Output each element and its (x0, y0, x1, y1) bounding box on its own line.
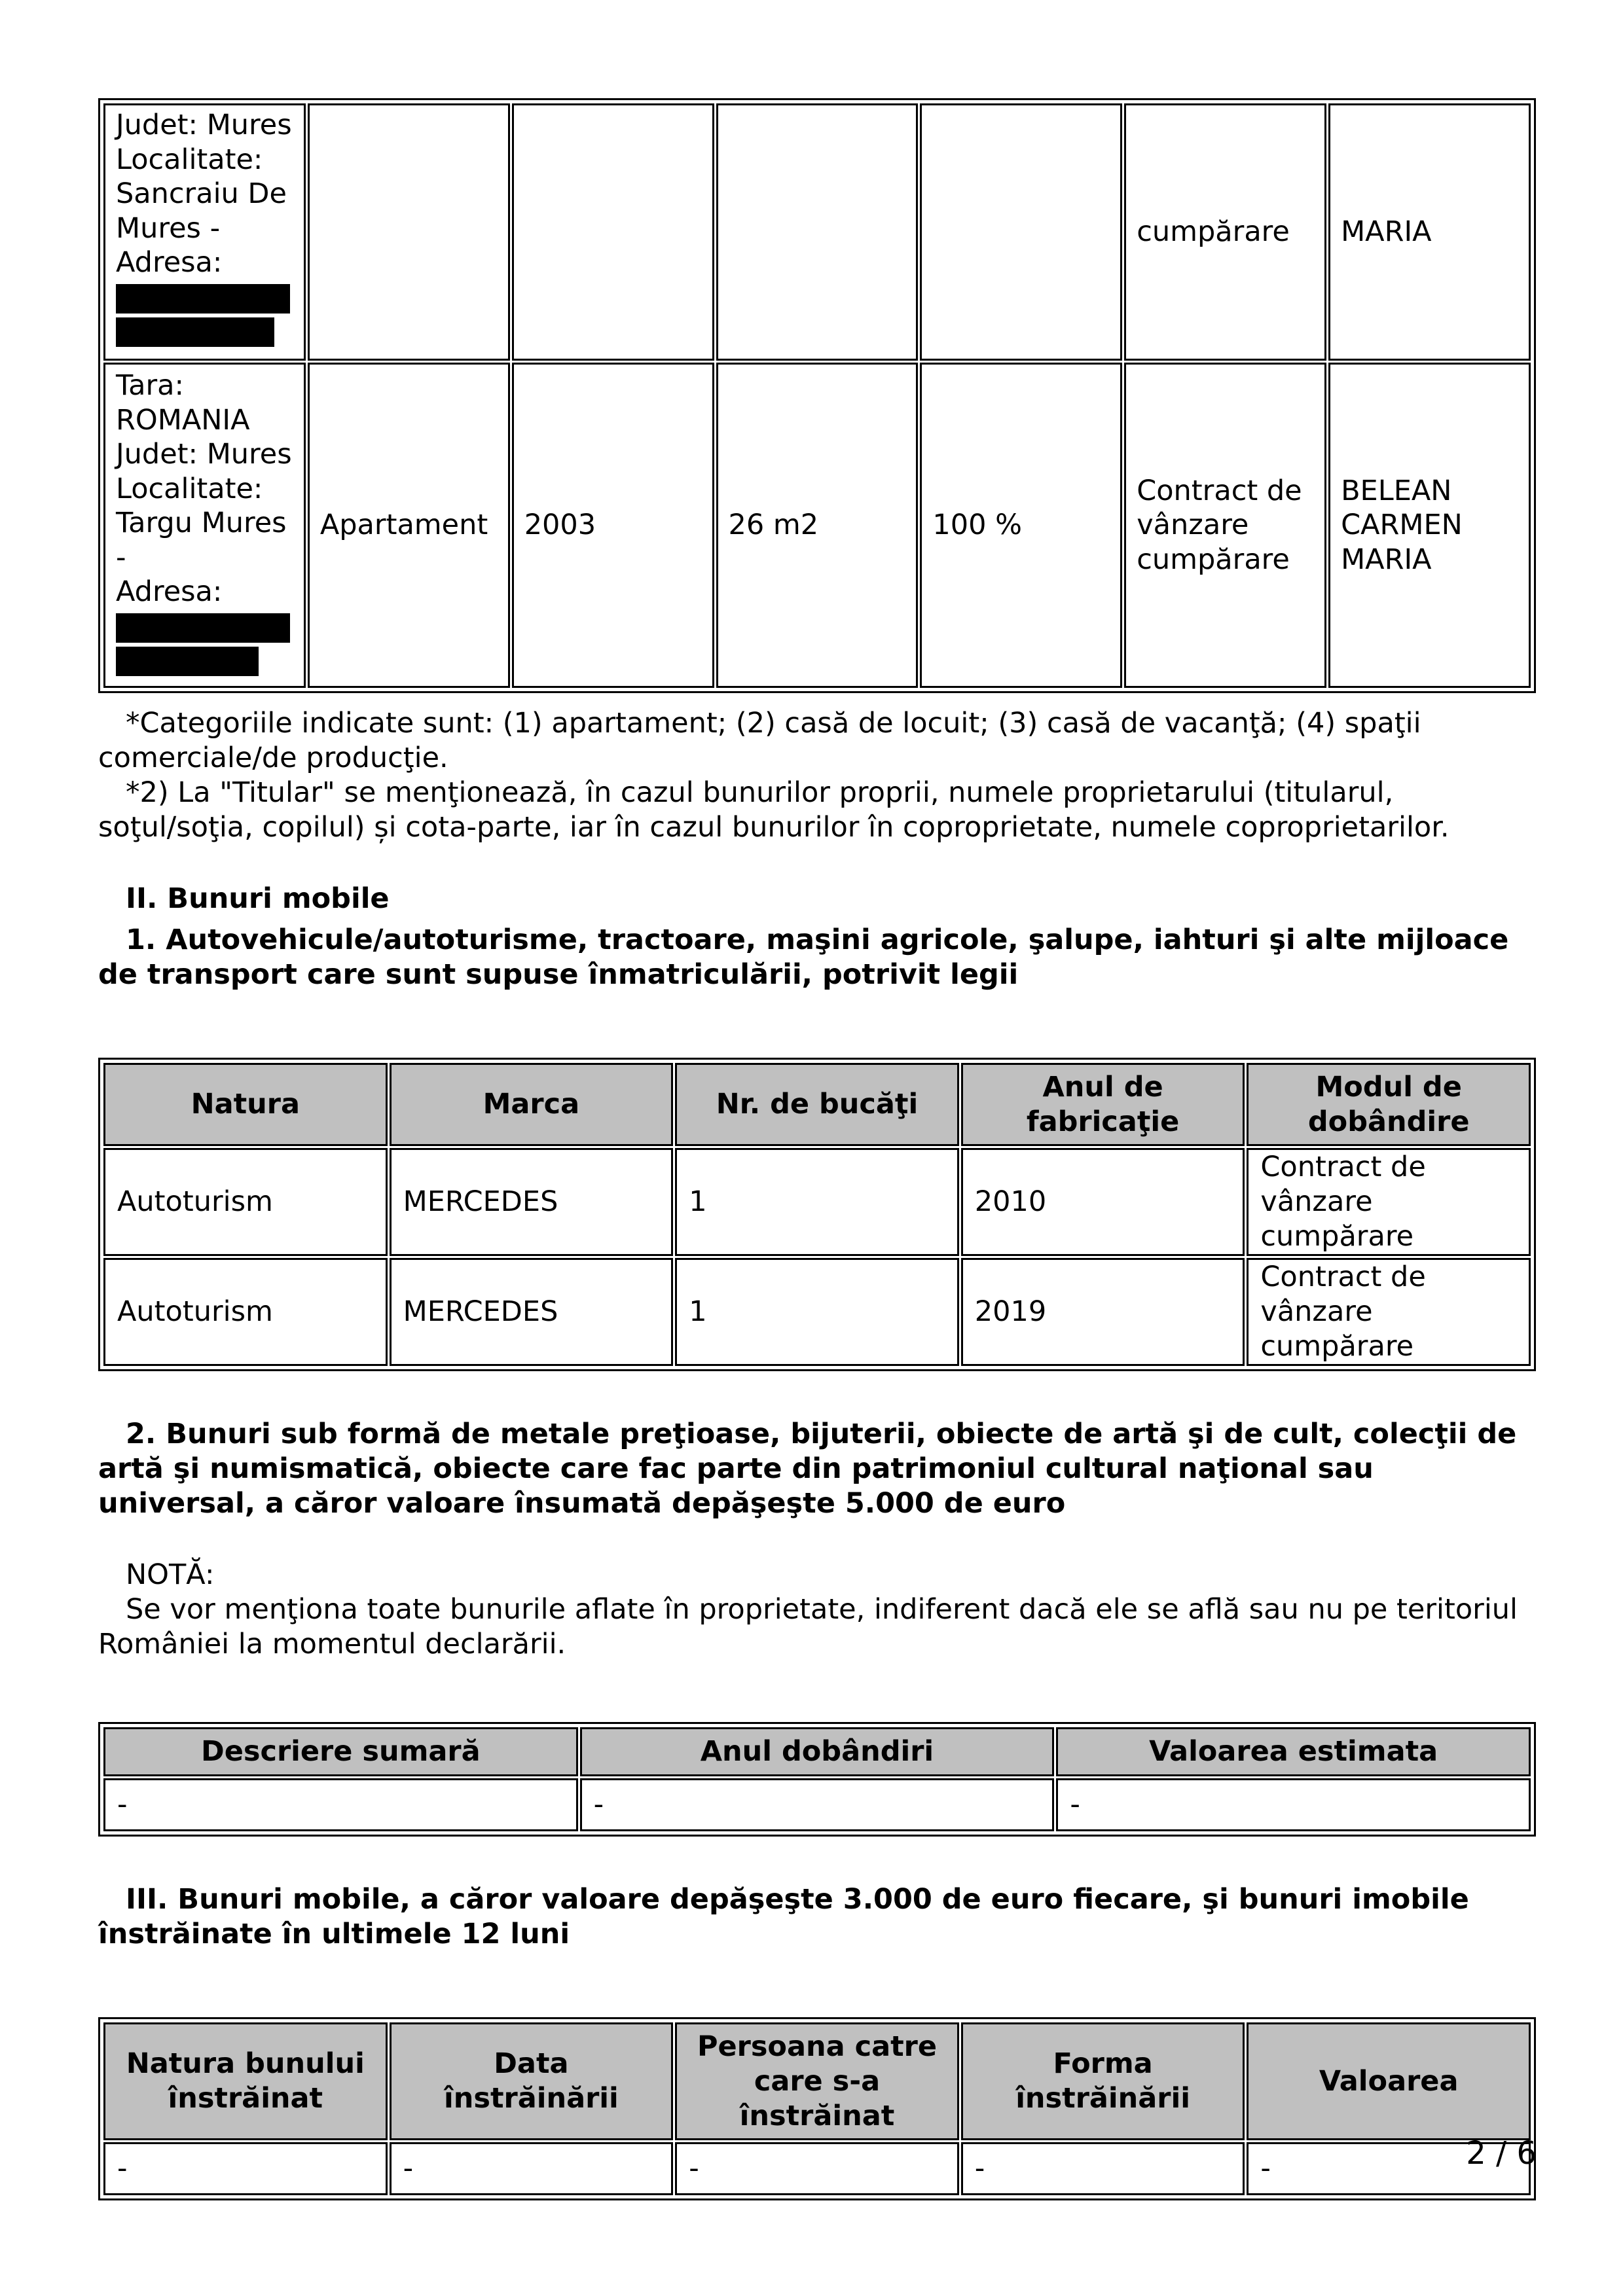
table-cell: - (961, 2142, 1245, 2195)
document-page (98, 98, 1536, 2200)
property-year: 2003 (512, 363, 714, 688)
table-cell: Autoturism (103, 1148, 388, 1256)
column-header: Natura (103, 1063, 388, 1146)
subsection-heading: 2. Bunuri sub formă de metale preţioase, bijuterii, obiecte de artă şi de cult, colecţii de artă şi numismatică, obiecte care fac parte din patrimoniul cultural naţional sau universal, a căror valoare însumată depăşeşte 5.000 de euro (98, 1418, 1517, 1520)
table-cell: MERCEDES (390, 1148, 674, 1256)
note-categories: *Categoriile indicate sunt: (1) apartament; (2) casă de locuit; (3) casă de vacanţă; (4) spaţii comerciale/de producţie. (98, 707, 1421, 774)
column-header: Natura bunului înstrăinat (103, 2022, 388, 2140)
property-acquisition: Contract de vânzare cumpărare (1124, 363, 1326, 688)
column-header: Anul dobândiri (580, 1727, 1055, 1776)
table-cell: - (390, 2142, 674, 2195)
table-row (103, 1148, 1531, 1256)
table-cell: - (103, 1778, 578, 1831)
valuables-table (98, 1722, 1536, 1837)
table-cell: - (580, 1778, 1055, 1831)
column-header: Marca (390, 1063, 674, 1146)
section-heading: III. Bunuri mobile, a căror valoare depăşeşte 3.000 de euro fiecare, şi bunuri imobile înstrăinate în ultimele 12 luni (98, 1883, 1469, 1950)
table-cell: Autoturism (103, 1258, 388, 1366)
table-cell: 1 (675, 1258, 959, 1366)
redacted-block (116, 284, 290, 314)
property-holder: MARIA (1328, 103, 1531, 361)
property-holder: BELEAN CARMEN MARIA (1328, 363, 1531, 688)
column-header: Nr. de bucăţi (675, 1063, 959, 1146)
table-row (103, 1778, 1531, 1831)
property-category (308, 103, 510, 361)
table-cell: - (1247, 2142, 1531, 2195)
column-header: Anul de fabricaţie (961, 1063, 1245, 1146)
column-header: Descriere sumară (103, 1727, 578, 1776)
redacted-block (116, 613, 290, 643)
redacted-block (116, 647, 259, 676)
page-number: 2 / 6 (1466, 2135, 1537, 2172)
property-row (103, 103, 1531, 361)
table-cell: Contract de vânzare cumpărare (1247, 1258, 1531, 1366)
table-cell: 2010 (961, 1148, 1245, 1256)
column-header: Forma înstrăinării (961, 2022, 1245, 2140)
property-address: Tara: ROMANIA Judet: Mures Localitate: Targu Mures - Adresa: (103, 363, 306, 688)
column-header: Modul de dobândire (1247, 1063, 1531, 1146)
table-cell: 1 (675, 1148, 959, 1256)
nota-label: NOTĂ: (126, 1558, 215, 1591)
subsection-heading: 1. Autovehicule/autoturisme, tractoare, maşini agricole, şalupe, iahturi şi alte mijloace de transport care sunt supuse înmatriculării, potrivit legii (98, 924, 1509, 991)
table-cell: Contract de vânzare cumpărare (1247, 1148, 1531, 1256)
properties-table (98, 98, 1536, 693)
column-header: Persoana catre care s-a înstrăinat (675, 2022, 959, 2140)
table-row (103, 2142, 1531, 2195)
property-row (103, 363, 1531, 688)
vehicles-table (98, 1058, 1536, 1371)
alienated-table (98, 2017, 1536, 2200)
table-cell: MERCEDES (390, 1258, 674, 1366)
property-area (716, 103, 919, 361)
property-share (920, 103, 1122, 361)
table-cell: - (103, 2142, 388, 2195)
column-header: Valoarea estimata (1056, 1727, 1531, 1776)
table-cell: 2019 (961, 1258, 1245, 1366)
table-cell: - (675, 2142, 959, 2195)
note-titular: *2) La "Titular" se menţionează, în cazul bunurilor proprii, numele proprietarului (titularul, soţul/soţia, copilul) și cota-parte, iar în cazul bunurilor în coproprietate, numele coproprietarilor. (98, 776, 1450, 844)
nota-text: Se vor menţiona toate bunurile aflate în proprietate, indiferent dacă ele se află sau nu pe teritoriul României la momentul declarării. (98, 1593, 1518, 1660)
property-category: Apartament (308, 363, 510, 688)
property-share: 100 % (920, 363, 1122, 688)
column-header: Valoarea (1247, 2022, 1531, 2140)
column-header: Data înstrăinării (390, 2022, 674, 2140)
property-acquisition: cumpărare (1124, 103, 1326, 361)
property-area: 26 m2 (716, 363, 919, 688)
property-year (512, 103, 714, 361)
property-address: Judet: Mures Localitate: Sancraiu De Mures - Adresa: (103, 103, 306, 361)
table-cell: - (1056, 1778, 1531, 1831)
section-heading: II. Bunuri mobile (126, 882, 390, 915)
redacted-block (116, 317, 274, 347)
table-row (103, 1258, 1531, 1366)
